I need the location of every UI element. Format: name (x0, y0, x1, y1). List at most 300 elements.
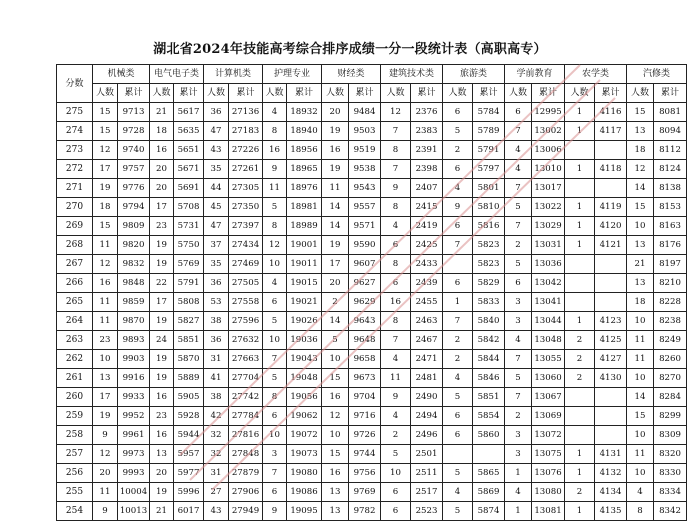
cumulative-cell: 2391 (411, 141, 443, 160)
count-cell: 6 (381, 483, 411, 502)
cumulative-cell: 8260 (654, 350, 687, 369)
cumulative-cell: 9893 (118, 331, 150, 350)
cumulative-cell: 2425 (411, 236, 443, 255)
count-cell: 16 (150, 141, 174, 160)
cumulative-cell (473, 445, 505, 464)
count-cell: 42 (204, 407, 229, 426)
cumulative-cell: 5977 (174, 464, 204, 483)
count-cell: 2 (443, 141, 473, 160)
count-cell: 6 (263, 483, 287, 502)
cumulative-cell: 9903 (118, 350, 150, 369)
cumulative-column-header: 累计 (349, 84, 381, 103)
cumulative-cell: 8299 (654, 407, 687, 426)
category-header-construction: 建筑技术类 (381, 65, 443, 84)
count-column-header: 人数 (204, 84, 229, 103)
count-cell: 19 (150, 350, 174, 369)
count-cell: 35 (204, 160, 229, 179)
cumulative-cell (595, 141, 627, 160)
count-cell: 13 (627, 274, 654, 293)
table-row (57, 312, 687, 331)
cumulative-cell: 4132 (595, 464, 627, 483)
cumulative-cell: 8153 (654, 198, 687, 217)
cumulative-cell: 8124 (654, 160, 687, 179)
count-cell: 3 (505, 445, 532, 464)
cumulative-cell: 9973 (118, 445, 150, 464)
cumulative-cell: 12995 (532, 103, 565, 122)
count-cell: 20 (150, 160, 174, 179)
count-cell: 9 (381, 388, 411, 407)
count-cell: 9 (263, 160, 287, 179)
cumulative-cell: 5889 (174, 369, 204, 388)
count-cell: 12 (322, 407, 349, 426)
count-cell: 20 (322, 103, 349, 122)
cumulative-cell (595, 426, 627, 445)
cumulative-cell: 9713 (118, 103, 150, 122)
cumulative-cell: 27784 (229, 407, 263, 426)
count-cell: 18 (93, 198, 118, 217)
cumulative-cell: 2415 (411, 198, 443, 217)
cumulative-cell: 4119 (595, 198, 627, 217)
count-cell: 19 (150, 312, 174, 331)
count-cell: 7 (505, 388, 532, 407)
count-cell: 19 (322, 236, 349, 255)
cumulative-cell: 4121 (595, 236, 627, 255)
count-cell: 15 (322, 445, 349, 464)
cumulative-cell: 9776 (118, 179, 150, 198)
count-cell: 19 (322, 160, 349, 179)
cumulative-cell: 19036 (287, 331, 322, 350)
count-cell: 5 (381, 445, 411, 464)
cumulative-cell: 8163 (654, 217, 687, 236)
count-column-header: 人数 (93, 84, 118, 103)
count-cell: 7 (505, 350, 532, 369)
count-cell: 10 (627, 217, 654, 236)
cumulative-cell: 9543 (349, 179, 381, 198)
cumulative-cell: 18976 (287, 179, 322, 198)
table-row (57, 179, 687, 198)
cumulative-cell: 4135 (595, 502, 627, 521)
count-cell: 3 (505, 293, 532, 312)
cumulative-column-header: 累计 (229, 84, 263, 103)
count-cell: 1 (565, 445, 595, 464)
count-cell: 13 (627, 122, 654, 141)
cumulative-cell: 5635 (174, 122, 204, 141)
cumulative-cell: 19015 (287, 274, 322, 293)
count-cell: 16 (93, 274, 118, 293)
score-cell: 263 (57, 331, 93, 350)
count-cell: 16 (381, 293, 411, 312)
count-cell: 15 (627, 103, 654, 122)
cumulative-cell: 19095 (287, 502, 322, 521)
count-cell: 7 (381, 122, 411, 141)
category-header-auto-repair: 汽修类 (627, 65, 687, 84)
cumulative-cell: 13041 (532, 293, 565, 312)
cumulative-cell: 19080 (287, 464, 322, 483)
cumulative-cell: 9820 (118, 236, 150, 255)
count-cell: 5 (505, 369, 532, 388)
score-cell: 258 (57, 426, 93, 445)
cumulative-cell: 9704 (349, 388, 381, 407)
count-cell: 7 (505, 179, 532, 198)
count-cell: 38 (204, 312, 229, 331)
cumulative-cell: 27704 (229, 369, 263, 388)
cumulative-cell: 9658 (349, 350, 381, 369)
cumulative-cell: 27305 (229, 179, 263, 198)
count-cell: 20 (150, 464, 174, 483)
cumulative-cell: 8138 (654, 179, 687, 198)
count-cell: 8 (381, 198, 411, 217)
cumulative-cell: 4127 (595, 350, 627, 369)
count-cell: 15 (93, 217, 118, 236)
cumulative-cell: 13031 (532, 236, 565, 255)
category-header-electrical: 电气电子类 (150, 65, 204, 84)
count-cell: 13 (322, 502, 349, 521)
cumulative-cell: 5823 (473, 236, 505, 255)
count-cell: 6 (263, 407, 287, 426)
count-cell: 3 (263, 445, 287, 464)
count-cell: 12 (93, 141, 118, 160)
cumulative-cell: 2463 (411, 312, 443, 331)
cumulative-cell: 9538 (349, 160, 381, 179)
count-cell: 1 (565, 217, 595, 236)
cumulative-cell: 4134 (595, 483, 627, 502)
cumulative-cell: 5617 (174, 103, 204, 122)
count-cell: 15 (93, 122, 118, 141)
table-row (57, 160, 687, 179)
cumulative-cell: 27742 (229, 388, 263, 407)
cumulative-cell: 2376 (411, 103, 443, 122)
count-cell: 3 (505, 312, 532, 331)
cumulative-cell: 27663 (229, 350, 263, 369)
count-cell: 6 (443, 160, 473, 179)
count-cell: 23 (150, 407, 174, 426)
table-row (57, 122, 687, 141)
cumulative-cell: 9961 (118, 426, 150, 445)
count-cell: 15 (322, 369, 349, 388)
cumulative-cell: 13080 (532, 483, 565, 502)
cumulative-cell: 9933 (118, 388, 150, 407)
cumulative-cell: 19011 (287, 255, 322, 274)
cumulative-cell: 5810 (473, 198, 505, 217)
cumulative-cell: 27848 (229, 445, 263, 464)
count-cell: 4 (505, 483, 532, 502)
cumulative-cell: 9757 (118, 160, 150, 179)
cumulative-cell: 5833 (473, 293, 505, 312)
cumulative-cell: 13067 (532, 388, 565, 407)
cumulative-cell: 9503 (349, 122, 381, 141)
cumulative-cell: 9832 (118, 255, 150, 274)
cumulative-cell: 9571 (349, 217, 381, 236)
cumulative-cell: 9673 (349, 369, 381, 388)
count-cell: 19 (150, 483, 174, 502)
count-cell: 9 (443, 198, 473, 217)
count-cell: 1 (565, 312, 595, 331)
count-cell: 14 (627, 388, 654, 407)
cumulative-column-header: 累计 (411, 84, 443, 103)
count-cell: 7 (381, 160, 411, 179)
count-cell: 1 (443, 293, 473, 312)
cumulative-cell (595, 179, 627, 198)
count-cell: 12 (627, 160, 654, 179)
cumulative-cell: 13029 (532, 217, 565, 236)
cumulative-cell: 2467 (411, 331, 443, 350)
table-row (57, 407, 687, 426)
count-cell: 9 (93, 502, 118, 521)
count-cell: 12 (263, 236, 287, 255)
table-row (57, 255, 687, 274)
cumulative-cell: 5671 (174, 160, 204, 179)
count-cell: 21 (150, 103, 174, 122)
table-row (57, 369, 687, 388)
cumulative-cell: 4131 (595, 445, 627, 464)
count-cell: 32 (204, 426, 229, 445)
category-header-preschool: 学前教育 (505, 65, 565, 84)
count-cell: 5 (443, 502, 473, 521)
table-row (57, 217, 687, 236)
count-cell: 7 (443, 312, 473, 331)
cumulative-cell: 19073 (287, 445, 322, 464)
count-cell: 4 (505, 160, 532, 179)
cumulative-cell: 27949 (229, 502, 263, 521)
cumulative-cell: 2383 (411, 122, 443, 141)
count-cell: 4 (381, 217, 411, 236)
score-cell: 255 (57, 483, 93, 502)
count-column-header: 人数 (505, 84, 532, 103)
cumulative-cell: 9859 (118, 293, 150, 312)
cumulative-cell: 5801 (473, 179, 505, 198)
count-cell: 8 (381, 255, 411, 274)
cumulative-cell: 13036 (532, 255, 565, 274)
count-cell: 24 (150, 331, 174, 350)
cumulative-cell: 4116 (595, 103, 627, 122)
cumulative-cell: 13010 (532, 160, 565, 179)
count-cell: 5 (443, 122, 473, 141)
cumulative-cell: 9648 (349, 331, 381, 350)
count-cell (565, 179, 595, 198)
cumulative-cell: 8112 (654, 141, 687, 160)
cumulative-cell: 5791 (473, 141, 505, 160)
cumulative-cell: 5797 (473, 160, 505, 179)
score-cell: 256 (57, 464, 93, 483)
count-cell: 1 (565, 103, 595, 122)
cumulative-cell: 9744 (349, 445, 381, 464)
cumulative-cell: 8249 (654, 331, 687, 350)
cumulative-cell: 9627 (349, 274, 381, 293)
score-cell: 261 (57, 369, 93, 388)
count-cell: 10 (263, 255, 287, 274)
cumulative-cell: 27596 (229, 312, 263, 331)
count-cell: 14 (322, 217, 349, 236)
count-cell: 11 (93, 293, 118, 312)
count-cell: 18 (627, 293, 654, 312)
score-cell: 257 (57, 445, 93, 464)
cumulative-cell: 4130 (595, 369, 627, 388)
cumulative-cell: 4117 (595, 122, 627, 141)
table-row (57, 103, 687, 122)
count-column-header: 人数 (443, 84, 473, 103)
cumulative-cell: 5731 (174, 217, 204, 236)
cumulative-cell: 8284 (654, 388, 687, 407)
count-cell: 1 (565, 502, 595, 521)
count-cell: 16 (150, 388, 174, 407)
cumulative-cell: 6017 (174, 502, 204, 521)
count-cell: 6 (443, 426, 473, 445)
table-row (57, 141, 687, 160)
category-header-nursing: 护理专业 (263, 65, 322, 84)
count-cell: 23 (93, 331, 118, 350)
count-cell: 18 (627, 141, 654, 160)
count-cell: 19 (93, 179, 118, 198)
score-cell: 269 (57, 217, 93, 236)
cumulative-cell: 8228 (654, 293, 687, 312)
cumulative-cell: 2439 (411, 274, 443, 293)
cumulative-cell: 8342 (654, 502, 687, 521)
cumulative-cell: 2471 (411, 350, 443, 369)
cumulative-cell: 9756 (349, 464, 381, 483)
cumulative-cell: 18956 (287, 141, 322, 160)
table-row (57, 236, 687, 255)
count-cell: 6 (443, 274, 473, 293)
count-cell: 18 (150, 122, 174, 141)
count-cell: 15 (93, 103, 118, 122)
count-column-header: 人数 (322, 84, 349, 103)
count-cell: 5 (263, 312, 287, 331)
count-cell: 8 (381, 141, 411, 160)
count-cell: 19 (150, 236, 174, 255)
cumulative-cell: 9728 (118, 122, 150, 141)
cumulative-cell (595, 274, 627, 293)
count-cell: 9 (93, 426, 118, 445)
table-row (57, 445, 687, 464)
count-cell: 19 (150, 255, 174, 274)
count-cell: 27 (204, 483, 229, 502)
cumulative-cell: 9848 (118, 274, 150, 293)
count-cell: 4 (263, 274, 287, 293)
cumulative-cell: 13055 (532, 350, 565, 369)
cumulative-cell: 5750 (174, 236, 204, 255)
count-cell: 2 (322, 293, 349, 312)
score-cell: 265 (57, 293, 93, 312)
count-cell (565, 388, 595, 407)
count-cell: 19 (93, 407, 118, 426)
count-cell: 8 (263, 217, 287, 236)
table-row (57, 426, 687, 445)
count-cell: 10 (627, 464, 654, 483)
count-column-header: 人数 (150, 84, 174, 103)
count-cell: 7 (381, 331, 411, 350)
table-row (57, 274, 687, 293)
score-cell: 267 (57, 255, 93, 274)
cumulative-cell (595, 388, 627, 407)
cumulative-column-header: 累计 (595, 84, 627, 103)
count-cell: 13 (93, 369, 118, 388)
cumulative-cell: 13081 (532, 502, 565, 521)
cumulative-cell: 18989 (287, 217, 322, 236)
cumulative-cell: 2419 (411, 217, 443, 236)
cumulative-cell: 5905 (174, 388, 204, 407)
count-cell: 5 (505, 255, 532, 274)
cumulative-cell: 27505 (229, 274, 263, 293)
count-column-header: 人数 (263, 84, 287, 103)
count-cell: 1 (565, 122, 595, 141)
cumulative-cell: 5854 (473, 407, 505, 426)
cumulative-cell: 8320 (654, 445, 687, 464)
cumulative-cell: 10013 (118, 502, 150, 521)
count-cell: 37 (204, 236, 229, 255)
cumulative-cell: 2490 (411, 388, 443, 407)
cumulative-cell: 2511 (411, 464, 443, 483)
score-distribution-table (56, 64, 687, 521)
count-cell: 4 (443, 483, 473, 502)
count-cell: 9 (381, 179, 411, 198)
cumulative-cell: 9993 (118, 464, 150, 483)
count-cell: 10 (322, 350, 349, 369)
score-cell: 259 (57, 407, 93, 426)
count-cell: 10 (627, 369, 654, 388)
count-cell: 2 (565, 350, 595, 369)
count-cell: 5 (505, 198, 532, 217)
table-row (57, 464, 687, 483)
count-cell: 31 (204, 464, 229, 483)
count-cell: 47 (204, 122, 229, 141)
table-row (57, 198, 687, 217)
count-cell: 15 (627, 198, 654, 217)
cumulative-cell: 8334 (654, 483, 687, 502)
cumulative-cell: 5708 (174, 198, 204, 217)
cumulative-cell: 27469 (229, 255, 263, 274)
cumulative-cell: 9590 (349, 236, 381, 255)
count-cell: 7 (505, 217, 532, 236)
cumulative-cell: 5691 (174, 179, 204, 198)
count-cell: 11 (93, 483, 118, 502)
count-cell: 2 (565, 331, 595, 350)
cumulative-cell: 5870 (174, 350, 204, 369)
cumulative-cell: 27879 (229, 464, 263, 483)
count-cell: 8 (263, 122, 287, 141)
cumulative-cell: 5823 (473, 255, 505, 274)
count-cell: 10 (263, 331, 287, 350)
count-cell: 22 (150, 274, 174, 293)
count-cell: 5 (443, 388, 473, 407)
cumulative-cell: 13048 (532, 331, 565, 350)
count-cell: 13 (322, 483, 349, 502)
cumulative-cell: 2517 (411, 483, 443, 502)
cumulative-cell: 2407 (411, 179, 443, 198)
cumulative-cell: 27261 (229, 160, 263, 179)
cumulative-cell: 27397 (229, 217, 263, 236)
cumulative-cell: 5842 (473, 331, 505, 350)
count-cell: 11 (263, 179, 287, 198)
cumulative-cell: 9794 (118, 198, 150, 217)
count-cell: 2 (565, 483, 595, 502)
count-cell: 6 (443, 407, 473, 426)
count-cell (443, 255, 473, 274)
count-cell: 16 (150, 426, 174, 445)
cumulative-cell: 5928 (174, 407, 204, 426)
count-cell: 10 (322, 426, 349, 445)
cumulative-cell: 2496 (411, 426, 443, 445)
count-cell: 2 (443, 331, 473, 350)
count-cell: 43 (204, 502, 229, 521)
count-cell: 8 (381, 312, 411, 331)
cumulative-cell: 27226 (229, 141, 263, 160)
score-cell: 274 (57, 122, 93, 141)
score-cell: 270 (57, 198, 93, 217)
count-cell: 17 (322, 255, 349, 274)
count-cell: 7 (263, 464, 287, 483)
count-column-header: 人数 (627, 84, 654, 103)
count-cell: 11 (93, 236, 118, 255)
